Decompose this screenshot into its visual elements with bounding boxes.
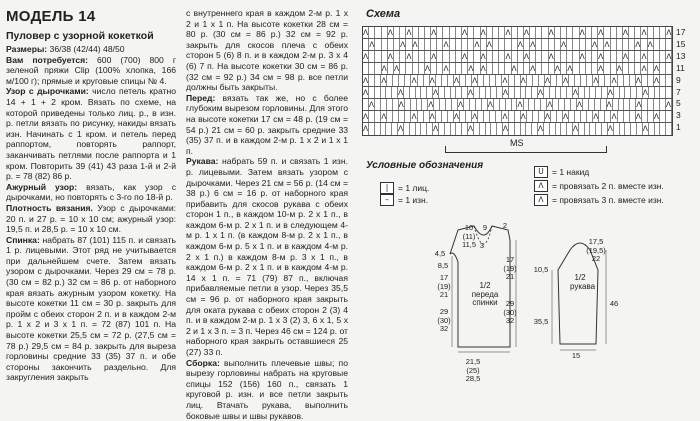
chart-cell bbox=[666, 87, 672, 98]
chart-cell: ᐱ bbox=[616, 64, 622, 73]
chart-cell: ᐱ bbox=[369, 40, 375, 49]
chart-cell: ᐱ bbox=[462, 28, 468, 37]
legend-k3tog: ᐱ = провязать 3 п. вместе изн. bbox=[534, 194, 664, 206]
sleeve-bottom-measure: 15 bbox=[571, 351, 581, 360]
chart-row bbox=[363, 75, 672, 87]
chart-row bbox=[363, 111, 672, 123]
sleeve-top-measure: 17,5 (19,5) 22 bbox=[586, 237, 606, 263]
body-right-measure-1: 2 bbox=[502, 221, 508, 230]
assembly-paragraph: Сборка: выполнить плечевые швы; по вырезу горловины набрать на круговые спицы 152 (156) 160 п., связать 1 круговой р. изн. и все петли закрыть лиц. Втачать рукава, выполнить боковые швы и швы рукавов. bbox=[186, 357, 348, 421]
k3tog-symbol-icon: ᐱ bbox=[534, 194, 548, 206]
text-column-2 bbox=[186, 8, 348, 421]
chart-cell: ᐱ bbox=[642, 88, 648, 97]
chart-cell: ᐱ bbox=[381, 112, 387, 121]
chart-cell: ᐱ bbox=[511, 64, 517, 73]
chart-cell: ᐱ bbox=[487, 100, 493, 109]
body-right-measure-2: 17 (19) 21 bbox=[503, 255, 517, 281]
article-subtitle: Пуловер с узорной кокеткой bbox=[6, 30, 154, 42]
row-number: 17 bbox=[676, 27, 686, 37]
chart-cell: ᐱ bbox=[429, 76, 435, 85]
chart-row bbox=[363, 39, 672, 51]
chart-cell: ᐱ bbox=[523, 52, 530, 61]
row-number: 1 bbox=[676, 122, 681, 133]
chart-cell: ᐱ bbox=[561, 40, 567, 49]
chart-cell: ᐱ bbox=[431, 28, 437, 37]
chart-cell bbox=[666, 123, 672, 135]
chart-cell: ᐱ bbox=[406, 28, 412, 37]
chart-cell: ᐱ bbox=[368, 100, 375, 109]
openwork-paragraph: Ажурный узор: вязать, как узор с дырочками, но повторять с 3-го по 18-й р. bbox=[6, 181, 176, 203]
body-top-measure: 10 (11) 11,5 bbox=[461, 223, 477, 249]
chart-cell: ᐱ bbox=[611, 112, 617, 121]
chart-cell: ᐱ bbox=[453, 76, 460, 85]
chart-cell: ᐱ bbox=[635, 112, 641, 121]
chart-cell: ᐱ bbox=[467, 124, 474, 133]
chart-cell: ᐱ bbox=[544, 76, 550, 85]
chart-cell: ᐱ bbox=[530, 40, 536, 49]
chart-cell: ᐱ bbox=[400, 40, 406, 49]
chart-cell: ᐱ bbox=[537, 124, 543, 133]
sleeve-label: 1/2 рукава bbox=[570, 273, 596, 291]
chart-cell bbox=[666, 63, 672, 74]
chart-cell: ᐱ bbox=[387, 28, 393, 37]
chart-cell: ᐱ bbox=[598, 52, 604, 61]
chart-cell: ᐱ bbox=[665, 100, 672, 109]
chart-cell: ᐱ bbox=[393, 64, 400, 73]
chart-cell: ᐱ bbox=[381, 76, 387, 85]
chart-cell: ᐱ bbox=[666, 28, 672, 37]
chart-cell: ᐱ bbox=[611, 76, 617, 85]
chart-cell: ᐱ bbox=[502, 124, 509, 133]
chart-cell: ᐱ bbox=[468, 64, 474, 73]
chart-cell: ᐱ bbox=[653, 76, 660, 85]
chart-cell: ᐱ bbox=[411, 112, 417, 121]
chart-cell: ᐱ bbox=[505, 52, 511, 61]
chart-cell: ᐱ bbox=[537, 88, 543, 97]
back-paragraph: Спинка: набрать 87 (101) 115 п. и связать 1 р. лицевыми. Этот ряд не учитывается при дальнейшем счете. Затем вязать узором с дырочками. Через 29 см = 78 р. (30 см = 82 р.) 32 см = 86 р. от наборного края вязать ажурным узором кокетку. На высоте кокетки 11 см = 30 р. закрыть для пройм с обеих сторон 2 п. и в каждом 2-м р. 1 х 2 и 3 х 1 п. = 72 (87) 101 п. На высоте кокетки 25,5 см = 72 р. (27,5 см = 78 р.) 29,5 см = 84 р. закрыть для выреза горловины средние 33 (35) 37 п. и обе стороны закончить раздельно. Для закругления закрыть bbox=[6, 234, 176, 383]
front-paragraph: Перед: вязать так же, но с более глубоким вырезом горловины. Для этого на высоте кокетки 17 см = 48 р. (19 см = 54 р.) 21 см = 60 р. закрыть средние 33 (35) 37 п. и в каждом 2-м р. 1 х 2 и 1 х 1 п. bbox=[186, 92, 348, 156]
body-left-measure-4: 29 (30) 32 bbox=[437, 307, 451, 333]
chart-cell: ᐱ bbox=[467, 88, 474, 97]
back-continued-paragraph: с внутреннего края в каждом 2-м р. 1 х 2 и 1 х 1 п. На высоте кокетки 28 см = 80 р. (30 см = 86 р.) 32 см = 92 р. закрыть для скосов плеча с обеих сторон 5 (6) 8 п. и в каждом 2-м р. 3 х 4 (6) 7 п. На высоте кокетки 30 см = 86 р. (32 см = 92 р.) 34 см = 98 р. все петли должны быть закрыты. bbox=[186, 8, 348, 93]
chart-cell: ᐱ bbox=[406, 52, 412, 61]
chart-cell: ᐱ bbox=[520, 76, 526, 85]
body-bottom-measure: 21,5 (25) 28,5 bbox=[465, 357, 481, 383]
chart-cell bbox=[666, 39, 672, 50]
chart-cell: ᐱ bbox=[572, 124, 578, 133]
legend-title: Условные обозначения bbox=[366, 160, 484, 171]
chart-cell: ᐱ bbox=[480, 28, 486, 37]
chart-cell: ᐱ bbox=[429, 112, 435, 121]
chart-cell: ᐱ bbox=[593, 76, 599, 85]
chart-cell: ᐱ bbox=[641, 64, 647, 73]
chart-cell: ᐱ bbox=[554, 64, 560, 73]
chart-cell: ᐱ bbox=[647, 40, 653, 49]
chart-cell: ᐱ bbox=[398, 100, 404, 109]
text-column-1 bbox=[6, 8, 176, 383]
chart-cell: ᐱ bbox=[563, 112, 569, 121]
repeat-label: MS bbox=[510, 138, 524, 148]
chart-cell: ᐱ bbox=[412, 40, 418, 49]
chart-cell: ᐱ bbox=[363, 88, 369, 97]
sizes-paragraph: Размеры: 36/38 (42/44) 48/50 bbox=[6, 44, 125, 54]
row-number: 5 bbox=[676, 98, 681, 109]
chart-cell: ᐱ bbox=[579, 52, 585, 61]
chart-cell: ᐱ bbox=[544, 112, 550, 121]
sleeve-right-measure: 46 bbox=[609, 299, 619, 308]
legend-knit: | = 1 лиц. bbox=[380, 182, 429, 194]
chart-cell: ᐱ bbox=[547, 100, 553, 109]
chart-row bbox=[363, 87, 672, 99]
chart-cell: ᐱ bbox=[641, 28, 647, 37]
chart-cell: ᐱ bbox=[563, 76, 569, 85]
chart-cell: ᐱ bbox=[505, 28, 511, 37]
chart-cell: ᐱ bbox=[387, 52, 393, 61]
chart-row bbox=[363, 51, 672, 63]
density-paragraph: Плотность вязания. Узор с дырочками: 20 п. и 27 р. = 10 х 10 см; ажурный узор: 19,5 п. и 28,5 р. = 10 х 10 см. bbox=[6, 202, 177, 235]
legend-yarnover: U = 1 накид bbox=[534, 166, 589, 178]
body-neck-depth: 3 bbox=[479, 241, 485, 250]
chart-cell: ᐱ bbox=[517, 40, 523, 49]
chart-cell: ᐱ bbox=[567, 64, 573, 73]
chart-cell: ᐱ bbox=[593, 112, 599, 121]
chart-cell: ᐱ bbox=[363, 28, 369, 37]
chart-cell: ᐱ bbox=[486, 40, 492, 49]
chart-cell: ᐱ bbox=[474, 40, 480, 49]
chart-cell: ᐱ bbox=[480, 52, 486, 61]
chart-cell: ᐱ bbox=[363, 76, 369, 85]
chart-row bbox=[363, 99, 672, 111]
knit-symbol-icon: | bbox=[380, 182, 394, 194]
chart-cell: ᐱ bbox=[432, 88, 439, 97]
chart-cell: ᐱ bbox=[443, 40, 449, 49]
chart-cell: ᐱ bbox=[607, 124, 613, 133]
chart-cell: ᐱ bbox=[520, 112, 526, 121]
chart-cell: ᐱ bbox=[363, 52, 369, 61]
chart-cell: ᐱ bbox=[462, 52, 468, 61]
purl-symbol-icon: – bbox=[380, 194, 394, 206]
chart-cell: ᐱ bbox=[572, 88, 578, 97]
chart-cell: ᐱ bbox=[636, 100, 642, 109]
chart-cell: ᐱ bbox=[424, 64, 431, 73]
chart-cell: ᐱ bbox=[502, 76, 508, 85]
repeat-bracket bbox=[445, 146, 607, 153]
chart-cell: ᐱ bbox=[666, 52, 672, 61]
chart-cell: ᐱ bbox=[576, 100, 582, 109]
sleeve-left-measure-2: 35,5 bbox=[533, 317, 549, 326]
chart-cell: ᐱ bbox=[606, 100, 612, 109]
body-shoulder-measure: 9 bbox=[482, 223, 488, 232]
chart-row bbox=[363, 27, 672, 39]
chart-cell: ᐱ bbox=[363, 124, 369, 133]
chart-cell: ᐱ bbox=[598, 28, 604, 37]
chart-cell bbox=[666, 75, 672, 86]
chart-cell: ᐱ bbox=[653, 64, 659, 73]
chart-cell: ᐱ bbox=[363, 112, 369, 121]
row-number: 13 bbox=[676, 50, 686, 61]
chart-row bbox=[363, 123, 672, 135]
sleeve-left-measure-1: 10,5 bbox=[533, 265, 549, 274]
chart-cell: ᐱ bbox=[453, 112, 460, 121]
chart-cell: ᐱ bbox=[502, 88, 509, 97]
chart-cell: ᐱ bbox=[530, 64, 536, 73]
chart-cell: ᐱ bbox=[431, 52, 437, 61]
row-number: 11 bbox=[676, 62, 685, 73]
schema-title: Схема bbox=[366, 8, 401, 20]
body-right-measure-3: 29 (30) 32 bbox=[503, 299, 517, 325]
chart-cell: ᐱ bbox=[502, 112, 508, 121]
chart-cell: ᐱ bbox=[622, 28, 629, 37]
knitting-chart bbox=[362, 26, 673, 136]
materials-paragraph: Вам потребуется: 600 (700) 800 г зеленой пряжи Clip (100% хлопка, 166 м/100 г); прямые и круговые спицы № 4. bbox=[6, 54, 176, 86]
chart-cell: ᐱ bbox=[622, 52, 629, 61]
body-left-measure-3: 17 (19) 21 bbox=[437, 273, 451, 299]
model-title: МОДЕЛЬ 14 bbox=[6, 8, 96, 25]
chart-cell: ᐱ bbox=[517, 100, 523, 109]
row-number: 15 bbox=[676, 38, 686, 49]
legend-purl: – = 1 изн. bbox=[380, 194, 428, 206]
chart-cell: ᐱ bbox=[635, 76, 641, 85]
body-left-measure-2: 8,5 bbox=[437, 261, 449, 270]
chart-cell: ᐱ bbox=[579, 28, 585, 37]
chart-cell: ᐱ bbox=[472, 76, 478, 85]
chart-cell: ᐱ bbox=[635, 40, 641, 49]
row-number: 7 bbox=[676, 86, 681, 97]
yarnover-symbol-icon: U bbox=[534, 166, 548, 178]
sleeves-paragraph: Рукава: набрать 59 п. и связать 1 изн. р. лицевыми. Затем вязать узором с дырочками. Через 21 см = 56 р. (14 см = 38 р.) 6 см = 16 р. от наборного края прибавить для скосов рукава с обеих сторон 1 п., в каждом 10-м р. 2 х 1 п., в каждом 6-м р. 2 х 1 п. и в следующем 4-м р. 1 х 1 п. (в каждом 8-м р. 2 х 1 п., в каждом 6-м р. 5 х 1 п. и в каждом 4-м р. 2 х 1 п.) в каждом 8-м р. 3 х 1 п., в каждом 6-м р. 2 х 1 п. и в каждом 4-м р. 14 х 1 п. = 71 (79) 87 п., включая прибавляемые петли в узор. Через 35,5 см = 96 р. от наборного края закрыть для оката рукава с обеих сторон 2 (3) 4 п. и в каждом 2-м р. 1 х 3 (2) 3, 6 х 1, 5 х 2 и 1 х 3 п. = 3 п. Через 46 см = 124 р. от наборного края закрыть оставшиеся 25 (27) 33 п. bbox=[186, 156, 348, 357]
chart-cell: ᐱ bbox=[591, 40, 598, 49]
chart-cell: ᐱ bbox=[381, 64, 387, 73]
chart-cell: ᐱ bbox=[523, 28, 530, 37]
chart-cell: ᐱ bbox=[428, 100, 434, 109]
chart-cell: ᐱ bbox=[397, 124, 404, 133]
k2tog-symbol-icon: ᐱ bbox=[534, 180, 548, 192]
chart-cell: ᐱ bbox=[472, 112, 478, 121]
chart-cell: ᐱ bbox=[641, 52, 647, 61]
chart-cell: ᐱ bbox=[411, 76, 417, 85]
row-number: 9 bbox=[676, 74, 681, 85]
chart-cell: ᐱ bbox=[598, 64, 604, 73]
chart-cell: ᐱ bbox=[653, 112, 660, 121]
body-left-measure-1: 4,5 bbox=[434, 249, 446, 258]
chart-cell: ᐱ bbox=[642, 124, 648, 133]
chart-row bbox=[363, 63, 672, 75]
chart-cell: ᐱ bbox=[458, 100, 464, 109]
chart-cell: ᐱ bbox=[480, 64, 486, 73]
row-numbers bbox=[676, 27, 685, 134]
chart-cell: ᐱ bbox=[548, 28, 554, 37]
lace-pattern-paragraph: Узор с дырочками: число петель кратно 14 + 1 + 2 кром. Вязать по схеме, на которой приведены только лиц. р., в изн. р. петли вязать по рисунку, накиды вязать изн. Начинать с 1 кром. и петель перед раппортом, повторять раппорт, заканчивать петлями после раппорта и 1 кром. Повторить 39 (41) 43 раза 1-й и 2-й р. = 78 (82) 86 р. bbox=[6, 86, 176, 182]
chart-cell bbox=[666, 111, 672, 122]
legend-k2tog: ᐱ = провязать 2 п. вместе изн. bbox=[534, 180, 664, 192]
chart-cell: ᐱ bbox=[548, 52, 554, 61]
chart-cell: ᐱ bbox=[607, 88, 613, 97]
chart-cell: ᐱ bbox=[443, 64, 449, 73]
chart-cell: ᐱ bbox=[397, 88, 404, 97]
row-number: 3 bbox=[676, 110, 681, 121]
body-label: 1/2 переда спинки bbox=[471, 281, 499, 307]
chart-cell: ᐱ bbox=[432, 124, 439, 133]
chart-cell: ᐱ bbox=[604, 40, 610, 49]
